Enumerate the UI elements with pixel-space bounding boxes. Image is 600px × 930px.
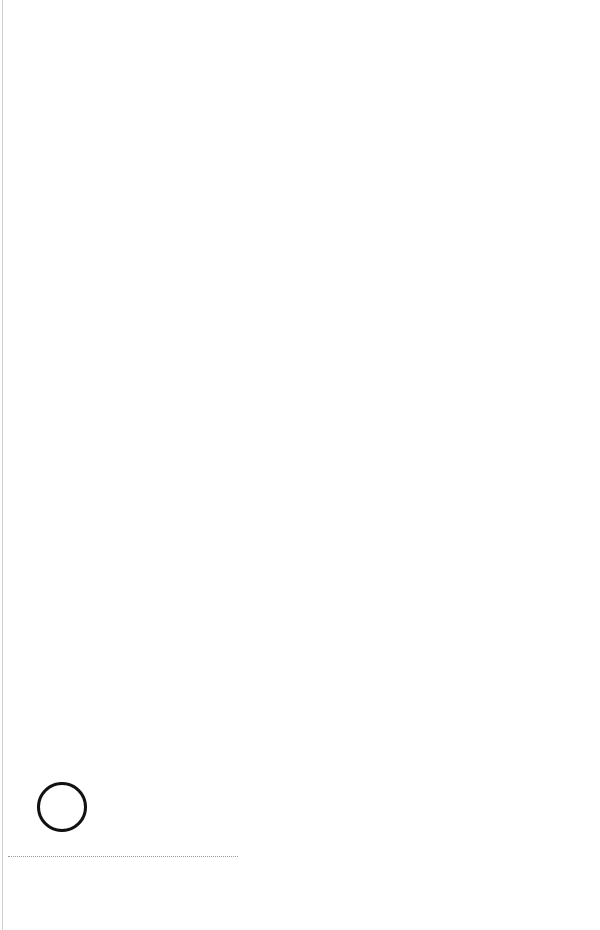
scan-dotted-line <box>8 856 238 857</box>
stamp-letter <box>40 785 84 829</box>
archive-stamp <box>37 782 87 832</box>
